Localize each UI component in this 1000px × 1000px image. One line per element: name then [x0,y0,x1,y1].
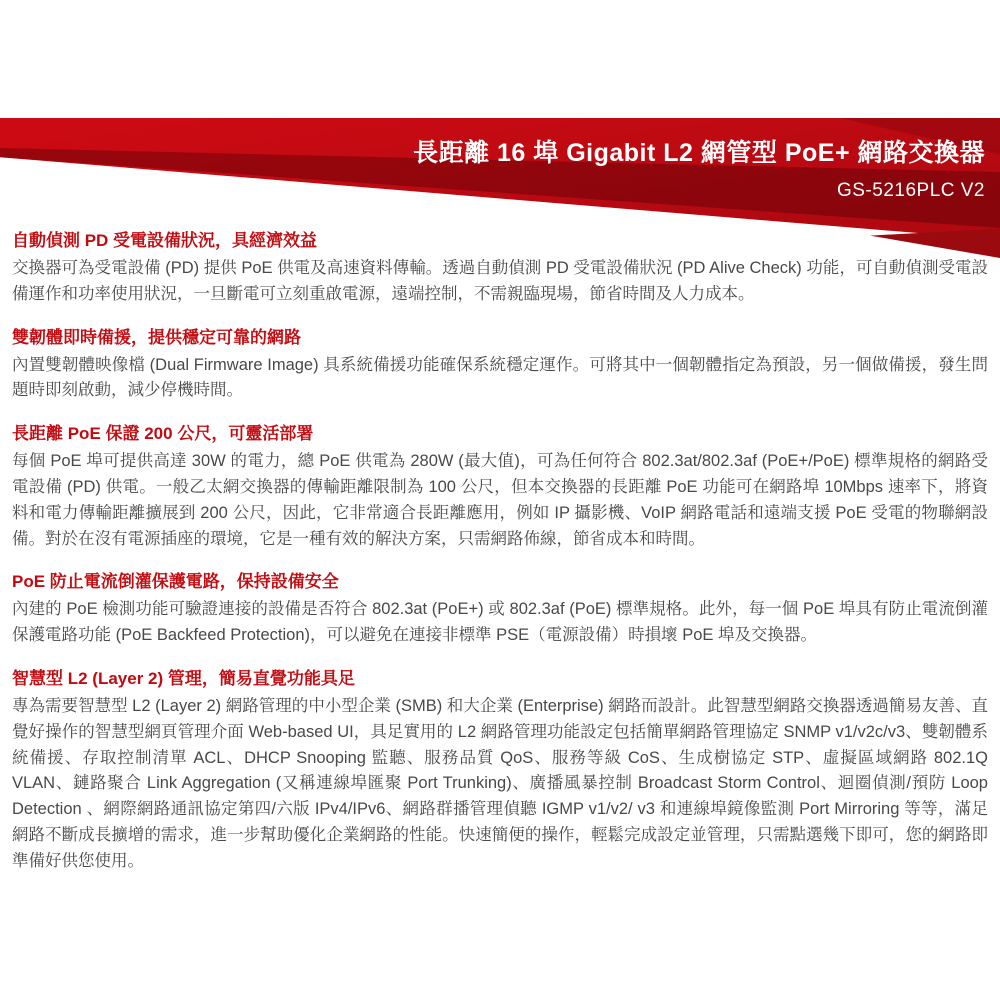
section-smart-l2-management [12,668,988,875]
section-body: 專為需要智慧型 L2 (Layer 2) 網路管理的中小型企業 (SMB) 和大企業 (Enterprise) 網路而設計。此智慧型網路交換器透過簡易友善、直覺好操作的智慧型網頁管理介面 Web-based UI，具足實用的 L2 網路管理功能設定包括簡單網路管理協定 SNMP v1/v2c/v3、雙韌體系統備援、存取控制清單 ACL、DHCP Snooping 監聽、服務品質 QoS、服務等級 CoS、生成樹協定 STP、虛擬區域網路 802.1Q VLAN、鏈路聚合 Link Aggregation (又稱連線埠匯聚 Port Trunking)、廣播風暴控制 Broadcast Storm Control、迴圈偵測/預防 Loop Detection 、網際網路通訊協定第四/六版 IPv4/IPv6、網路群播管理偵聽 IGMP v1/v2/ v3 和連線埠鏡像監測 Port Mirroring 等等，滿足網路不斷成長擴增的需求，進一步幫助優化企業網路的性能。快速簡便的操作，輕鬆完成設定並管理，只需點選幾下即可，您的網路即準備好供您使用。 [12,696,988,870]
section-dual-firmware [12,327,988,405]
section-body: 交換器可為受電設備 (PD) 提供 PoE 供電及高速資料傳輸。透過自動偵測 PD 受電設備狀況 (PD Alive Check) 功能，可自動偵測受電設備運作和功率使用狀況，一旦斷電可立刻重啟電源，遠端控制，不需親臨現場，節省時間及人力成本。 [12,259,988,303]
section-body: 內置雙韌體映像檔 (Dual Firmware Image) 具系統備援功能確保系統穩定運作。可將其中一個韌體指定為預設，另一個做備援，發生問題時即刻啟動，減少停機時間。 [12,355,988,400]
product-title: 長距離 16 埠 Gigabit L2 網管型 PoE+ 網路交換器 [413,139,985,167]
section-body: 內建的 PoE 檢測功能可驗證連接的設備是否符合 802.3at (PoE+) 或 802.3af (PoE) 標準規格。此外，每一個 PoE 埠具有防止電流倒灌保護電路功能 (PoE Backfeed Protection)，可以避免在連接非標準 PSE（電源設備）時損壞 PoE 埠及交換器。 [12,600,988,645]
section-heading: 雙韌體即時備援，提供穩定可靠的網路 [12,327,301,347]
section-heading: 長距離 PoE 保證 200 公尺，可靈活部署 [12,424,314,444]
section-pd-alive-check [12,230,988,308]
section-heading: 智慧型 L2 (Layer 2) 管理，簡易直覺功能具足 [12,668,355,688]
section-body: 每個 PoE 埠可提供高達 30W 的電力，總 PoE 供電為 280W (最大值)，可為任何符合 802.3at/802.3af (PoE+/PoE) 標準規格的網路受電設備 (PD) 供電。一般乙太網交換器的傳輸距離限制為 100 公尺，但本交換器的長距離 PoE 功能可在網路埠 10Mbps 速率下，將資料和電力傳輸距離擴展到 200 公尺，因此，它非常適合長距離應用，例如 IP 攝影機、VoIP 網路電話和遠端支援 PoE 受電的物聯網設備。對於在沒有電源插座的環境，它是一種有效的解決方案，只需網路佈線，節省成本和時間。 [12,452,988,548]
product-description [12,230,988,894]
section-long-range-poe [12,423,988,552]
product-model-number: GS-5216PLC V2 [836,180,985,201]
section-poe-backfeed-protection [12,571,988,649]
section-heading: 自動偵測 PD 受電設備狀況，具經濟效益 [12,231,318,250]
section-heading: PoE 防止電流倒灌保護電路，保持設備安全 [12,572,339,592]
